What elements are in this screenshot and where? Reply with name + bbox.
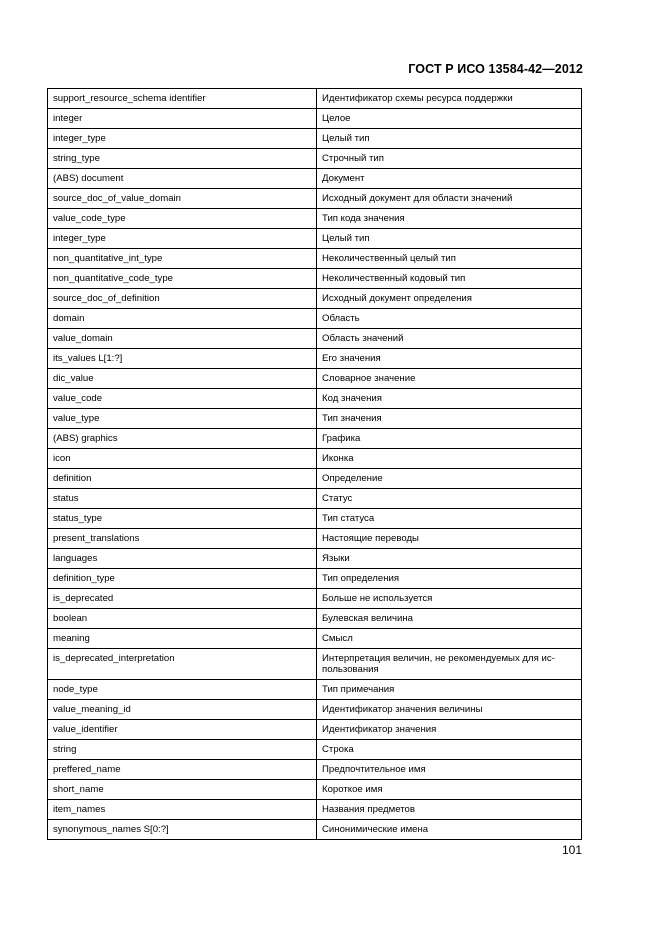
- term-english-cell: is_deprecated: [48, 589, 317, 609]
- table-row: [48, 740, 582, 760]
- term-russian-cell: Определение: [317, 469, 582, 489]
- table-row: [48, 509, 582, 529]
- table-row: [48, 409, 582, 429]
- table-row: [48, 629, 582, 649]
- term-english-cell: value_code_type: [48, 209, 317, 229]
- term-english-cell: (ABS) graphics: [48, 429, 317, 449]
- term-english-cell: support_resource_schema identifier: [48, 89, 317, 109]
- term-russian-cell: Больше не используется: [317, 589, 582, 609]
- term-english-cell: domain: [48, 309, 317, 329]
- term-russian-cell: Булевская величина: [317, 609, 582, 629]
- term-english-cell: value_domain: [48, 329, 317, 349]
- term-english-cell: icon: [48, 449, 317, 469]
- term-russian-cell: Тип определения: [317, 569, 582, 589]
- table-row: [48, 289, 582, 309]
- table-row: [48, 549, 582, 569]
- term-russian-cell: Область: [317, 309, 582, 329]
- term-russian-cell: Тип значения: [317, 409, 582, 429]
- term-russian-cell: Неколичественный кодовый тип: [317, 269, 582, 289]
- table-row: [48, 529, 582, 549]
- term-russian-cell: Настоящие переводы: [317, 529, 582, 549]
- table-row: [48, 820, 582, 840]
- term-english-cell: preffered_name: [48, 760, 317, 780]
- table-row: [48, 329, 582, 349]
- term-english-cell: value_code: [48, 389, 317, 409]
- term-english-cell: status: [48, 489, 317, 509]
- table-row: [48, 649, 582, 680]
- table-row: [48, 469, 582, 489]
- term-russian-cell: Иконка: [317, 449, 582, 469]
- term-russian-cell: Идентификатор значения величины: [317, 700, 582, 720]
- term-russian-cell: Тип статуса: [317, 509, 582, 529]
- term-russian-cell: Названия предметов: [317, 800, 582, 820]
- term-english-cell: languages: [48, 549, 317, 569]
- term-russian-cell: Тип кода значения: [317, 209, 582, 229]
- table-row: [48, 780, 582, 800]
- term-russian-cell: Документ: [317, 169, 582, 189]
- term-english-cell: integer: [48, 109, 317, 129]
- table-row: [48, 249, 582, 269]
- term-english-cell: meaning: [48, 629, 317, 649]
- table-row: [48, 760, 582, 780]
- term-russian-cell: Целый тип: [317, 129, 582, 149]
- table-row: [48, 489, 582, 509]
- table-row: [48, 189, 582, 209]
- term-russian-cell: Целый тип: [317, 229, 582, 249]
- term-english-cell: definition_type: [48, 569, 317, 589]
- term-english-cell: boolean: [48, 609, 317, 629]
- table-row: [48, 269, 582, 289]
- table-row: [48, 429, 582, 449]
- table-row: [48, 369, 582, 389]
- document-header: ГОСТ Р ИСО 13584-42—2012: [408, 62, 583, 76]
- term-english-cell: value_meaning_id: [48, 700, 317, 720]
- table-row: [48, 609, 582, 629]
- term-english-cell: node_type: [48, 680, 317, 700]
- term-russian-cell: Его значения: [317, 349, 582, 369]
- term-russian-cell: Область значений: [317, 329, 582, 349]
- term-russian-cell: Строчный тип: [317, 149, 582, 169]
- table-row: [48, 589, 582, 609]
- term-english-cell: present_translations: [48, 529, 317, 549]
- table-row: [48, 700, 582, 720]
- term-russian-cell: Тип примечания: [317, 680, 582, 700]
- term-russian-cell: Строка: [317, 740, 582, 760]
- term-russian-cell: Целое: [317, 109, 582, 129]
- term-english-cell: value_type: [48, 409, 317, 429]
- term-russian-cell: Синонимические имена: [317, 820, 582, 840]
- terms-table: [47, 88, 582, 840]
- table-row: [48, 209, 582, 229]
- term-russian-cell: Идентификатор схемы ресурса поддержки: [317, 89, 582, 109]
- term-russian-cell: Статус: [317, 489, 582, 509]
- term-english-cell: string_type: [48, 149, 317, 169]
- table-row: [48, 800, 582, 820]
- term-english-cell: non_quantitative_int_type: [48, 249, 317, 269]
- term-english-cell: item_names: [48, 800, 317, 820]
- table-row: [48, 389, 582, 409]
- table-row: [48, 680, 582, 700]
- term-english-cell: integer_type: [48, 129, 317, 149]
- term-russian-cell: Исходный документ определения: [317, 289, 582, 309]
- term-russian-cell: Графика: [317, 429, 582, 449]
- page-number: 101: [561, 843, 582, 857]
- term-english-cell: source_doc_of_definition: [48, 289, 317, 309]
- term-english-cell: integer_type: [48, 229, 317, 249]
- term-english-cell: short_name: [48, 780, 317, 800]
- terms-table-body: [48, 89, 582, 840]
- table-row: [48, 149, 582, 169]
- table-row: [48, 720, 582, 740]
- table-row: [48, 349, 582, 369]
- term-russian-cell: Смысл: [317, 629, 582, 649]
- table-row: [48, 569, 582, 589]
- table-row: [48, 109, 582, 129]
- term-english-cell: its_values L[1:?]: [48, 349, 317, 369]
- term-english-cell: source_doc_of_value_domain: [48, 189, 317, 209]
- term-english-cell: status_type: [48, 509, 317, 529]
- table-row: [48, 309, 582, 329]
- term-english-cell: is_deprecated_interpretation: [48, 649, 317, 680]
- table-row: [48, 449, 582, 469]
- term-russian-cell: Словарное значение: [317, 369, 582, 389]
- term-english-cell: dic_value: [48, 369, 317, 389]
- term-english-cell: non_quantitative_code_type: [48, 269, 317, 289]
- term-russian-cell: Интерпретация величин, не рекомендуемых для ис- пользования: [317, 649, 582, 680]
- term-russian-cell: Исходный документ для области значений: [317, 189, 582, 209]
- term-russian-cell: Короткое имя: [317, 780, 582, 800]
- term-russian-cell: Неколичественный целый тип: [317, 249, 582, 269]
- term-english-cell: definition: [48, 469, 317, 489]
- table-row: [48, 169, 582, 189]
- term-english-cell: (ABS) document: [48, 169, 317, 189]
- term-russian-cell: Код значения: [317, 389, 582, 409]
- term-russian-cell: Языки: [317, 549, 582, 569]
- term-russian-cell: Идентификатор значения: [317, 720, 582, 740]
- table-row: [48, 229, 582, 249]
- term-russian-cell: Предпочтительное имя: [317, 760, 582, 780]
- term-english-cell: value_identifier: [48, 720, 317, 740]
- term-english-cell: string: [48, 740, 317, 760]
- term-english-cell: synonymous_names S[0:?]: [48, 820, 317, 840]
- table-row: [48, 89, 582, 109]
- table-row: [48, 129, 582, 149]
